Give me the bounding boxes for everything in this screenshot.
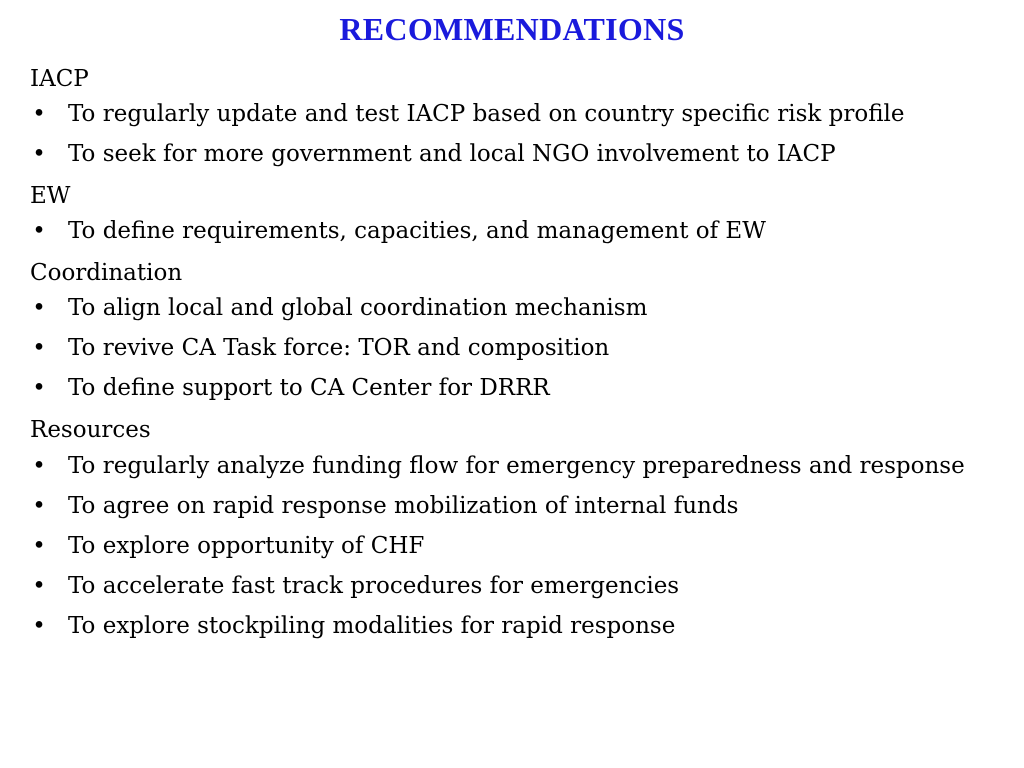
section-heading: Resources [30,417,151,443]
list-item-text: To regularly analyze funding flow for emergency preparedness and response [68,453,965,479]
section-coordination [30,258,990,405]
bullet-list [30,98,990,171]
bullet-icon: • [32,533,46,559]
bullet-list [30,292,990,405]
list-item [30,332,990,365]
bullet-list [30,449,990,643]
list-item [30,490,990,523]
slide-content [30,64,990,653]
list-item-text: To revive CA Task force: TOR and composition [68,335,610,361]
list-item [30,449,990,483]
bullet-icon: • [32,141,46,167]
list-item-text: To define support to CA Center for DRRR [68,375,550,401]
list-item [30,292,990,325]
list-item-text: To explore opportunity of CHF [68,533,425,559]
list-item [30,215,990,248]
section-iacp [30,64,990,171]
list-item-text: To define requirements, capacities, and management of EW [68,218,766,244]
list-item [30,372,990,405]
bullet-icon: • [32,101,46,127]
list-item [30,138,990,171]
list-item-text: To explore stockpiling modalities for rapid response [68,613,676,639]
bullet-icon: • [32,453,46,479]
bullet-icon: • [32,375,46,401]
list-item [30,610,990,643]
section-heading: EW [30,183,71,209]
bullet-icon: • [32,335,46,361]
list-item-text: To seek for more government and local NGO involvement to IACP [68,141,836,167]
section-heading: Coordination [30,260,183,286]
bullet-icon: • [32,613,46,639]
list-item [30,98,990,131]
list-item [30,570,990,603]
bullet-list [30,215,990,248]
list-item-text: To accelerate fast track procedures for emergencies [68,573,680,599]
bullet-icon: • [32,218,46,244]
slide-title: RECOMMENDATIONS [339,11,685,47]
bullet-icon: • [32,493,46,519]
list-item-text: To agree on rapid response mobilization of internal funds [68,493,739,519]
bullet-icon: • [32,295,46,321]
list-item-text: To align local and global coordination mechanism [68,295,648,321]
section-ew [30,181,990,248]
list-item [30,530,990,563]
section-heading: IACP [30,66,89,92]
list-item-text: To regularly update and test IACP based on country specific risk profile [68,101,905,127]
bullet-icon: • [32,573,46,599]
section-resources [30,415,990,643]
